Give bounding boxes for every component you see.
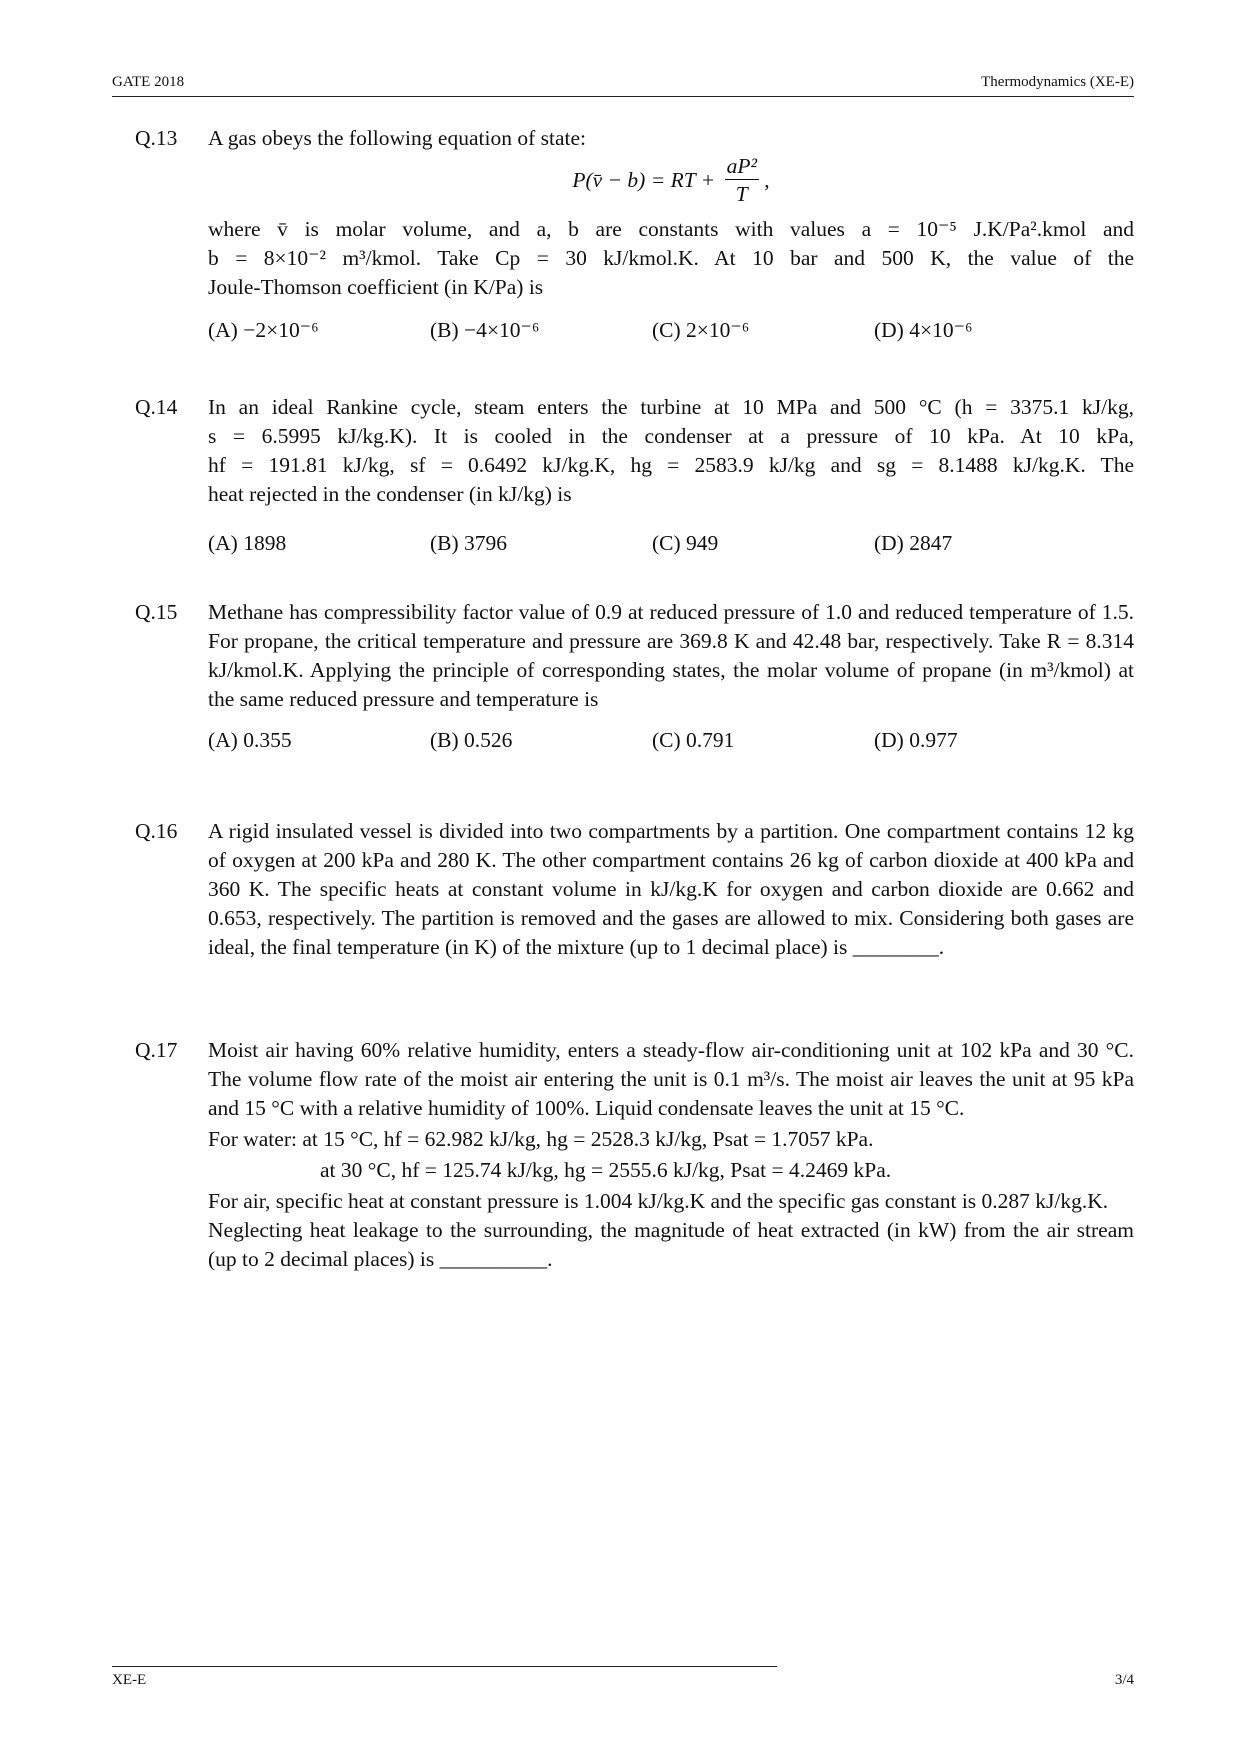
question-number: Q.17 [135,1038,178,1062]
question-number: Q.14 [135,395,178,419]
question-number: Q.16 [135,819,178,843]
question-text: A rigid insulated vessel is divided into two compartments by a partition. One compartment contains 12 kg of oxygen at 200 kPa and 280 K. The other compartment contains 26 kg of carbon dioxide at 400 kPa and 360 K. The specific heats at constant volume in kJ/kg.K for oxygen and carbon dioxide are 0.662 and 0.653, respectively. The partition is removed and the gases are allowed to mix. Considering both gases are ideal, the final temperature (in K) of the mixture (up to 1 decimal place) is ________. [208,819,1134,959]
header-exam-title: GATE 2018 [112,74,185,90]
question-16 [135,817,1134,962]
equation-lhs: P(v̄ − b) = RT + [572,168,716,192]
question-text-line: hf = 191.81 kJ/kg, sf = 0.6492 kJ/kg.K, hg = 2583.9 kJ/kg and sg = 8.1488 kJ/kg.K. The [208,453,1134,477]
option-a[interactable]: (A) 0.355 [208,728,292,752]
fraction-numerator: aP² [726,154,757,178]
option-b[interactable]: (B) −4×10⁻⁶ [430,318,540,342]
question-intro: A gas obeys the following equation of state: [208,126,586,150]
equation-of-state [208,153,1134,215]
water-data-30c: at 30 °C, hf = 125.74 kJ/kg, hg = 2555.6 kJ/kg, Psat = 4.2469 kPa. [320,1158,892,1182]
footer-divider [112,1666,777,1667]
question-text-line: In an ideal Rankine cycle, steam enters the turbine at 10 MPa and 500 °C (h = 3375.1 kJ/kg, [208,395,1134,419]
answer-options [208,726,1134,758]
equation-fraction [725,153,759,208]
option-d[interactable]: (D) 2847 [874,531,953,555]
question-17 [135,1036,1134,1274]
question-text-line: where v̄ is molar volume, and a, b are constants with values a = 10⁻⁵ J.K/Pa².kmol and [208,217,1134,241]
question-text-line: b = 8×10⁻² m³/kmol. Take Cp = 30 kJ/kmol.K. At 10 bar and 500 K, the value of the [208,246,1134,270]
question-number: Q.15 [135,600,178,624]
option-d[interactable]: (D) 0.977 [874,728,958,752]
footer-page-number: 3/4 [1114,1672,1134,1688]
option-b[interactable]: (B) 3796 [430,531,508,555]
fraction-denominator: T [735,182,748,206]
answer-options [208,529,1134,561]
option-a[interactable]: (A) −2×10⁻⁶ [208,318,319,342]
option-a[interactable]: (A) 1898 [208,531,287,555]
question-15 [135,598,1134,758]
water-data-15c: For water: at 15 °C, hf = 62.982 kJ/kg, hg = 2528.3 kJ/kg, Psat = 1.7057 kPa. [208,1127,874,1151]
option-c[interactable]: (C) 949 [652,531,719,555]
option-b[interactable]: (B) 0.526 [430,728,513,752]
question-final: Neglecting heat leakage to the surrounding, the magnitude of heat extracted (in kW) from the air stream (up to 2 decimal places) is __________. [208,1218,1134,1271]
option-c[interactable]: (C) 0.791 [652,728,735,752]
question-text-line: s = 6.5995 kJ/kg.K). It is cooled in the condenser at a pressure of 10 kPa. At 10 kPa, [208,424,1134,448]
answer-options [208,316,1134,348]
equation-tail: , [764,168,770,192]
air-data: For air, specific heat at constant pressure is 1.004 kJ/kg.K and the specific gas constant is 0.287 kJ/kg.K. [208,1189,1109,1213]
question-number: Q.13 [135,126,178,150]
question-14 [135,393,1134,561]
question-text: Methane has compressibility factor value of 0.9 at reduced pressure of 1.0 and reduced temperature of 1.5. For propane, the critical temperature and pressure are 369.8 K and 42.48 bar, respectively. Take R = 8.314 kJ/kmol.K. Applying the principle of corresponding states, the molar volume of propane (in m³/kmol) at the same reduced pressure and temperature is [208,600,1134,711]
option-d[interactable]: (D) 4×10⁻⁶ [874,318,973,342]
question-13 [135,124,1134,348]
page-header [112,74,1134,97]
option-c[interactable]: (C) 2×10⁻⁶ [652,318,750,342]
question-text-line: Joule-Thomson coefficient (in K/Pa) is [208,275,544,299]
footer-paper-code: XE-E [112,1672,147,1688]
question-text-line: heat rejected in the condenser (in kJ/kg) is [208,482,572,506]
question-text: Moist air having 60% relative humidity, enters a steady-flow air-conditioning unit at 102 kPa and 30 °C. The volume flow rate of the moist air entering the unit is 0.1 m³/s. The moist air leaves the unit at 95 kPa and 15 °C with a relative humidity of 100%. Liquid condensate leaves the unit at 15 °C. [208,1038,1134,1120]
header-paper-title: Thermodynamics (XE-E) [981,74,1134,90]
